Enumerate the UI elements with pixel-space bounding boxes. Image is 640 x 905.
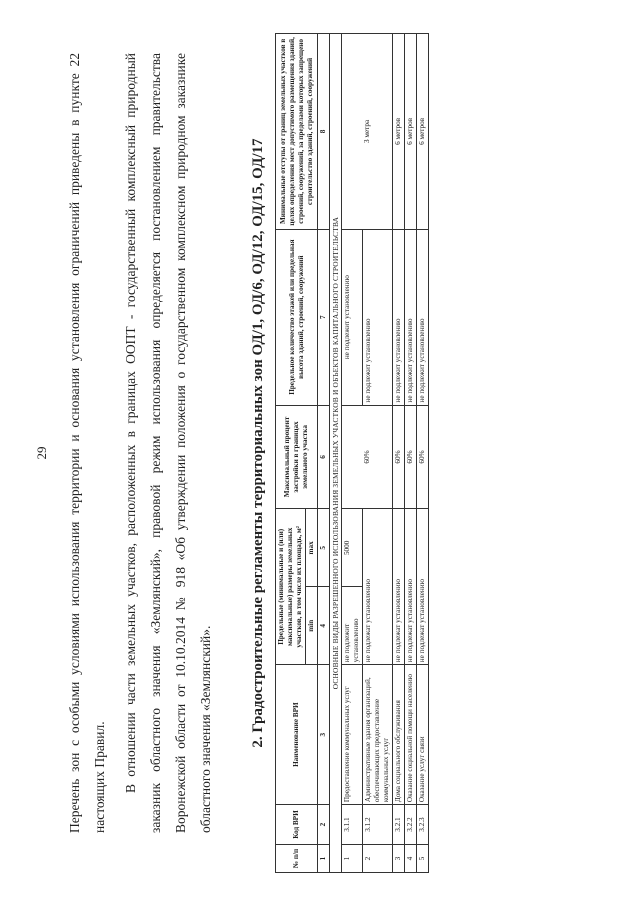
header-min: min xyxy=(306,586,318,664)
header-size: Предельные (минимальные и (или) максимальные) размеры земельных участков, в том числе их площадь, м² xyxy=(276,508,306,664)
table-row xyxy=(342,33,363,872)
row-number: 1 xyxy=(342,844,363,872)
row-size: не подлежат установлению xyxy=(393,508,405,664)
regulations-table xyxy=(275,33,429,873)
header-row xyxy=(276,33,306,872)
row-percent: 60% xyxy=(417,405,429,509)
page-number: 29 xyxy=(34,446,49,459)
table-row xyxy=(393,33,405,872)
col-number: 1 xyxy=(318,844,330,872)
row-number: 5 xyxy=(417,844,429,872)
row-floors: не подлежит установлению xyxy=(417,229,429,405)
col-number: 7 xyxy=(318,229,330,405)
row-code: 3.2.1 xyxy=(393,804,405,844)
row-number: 4 xyxy=(405,844,417,872)
header-num: № п/п xyxy=(276,844,318,872)
row-code: 3.1.1 xyxy=(342,804,363,844)
paragraph-2: В отношении части земельных участков, расположенных в границах ООПТ - государственный комплексный природный заказник областного значения «Землянский», правовой режим использования определяется постановлением правительства Воронежской области от 10.10.2014 № 918 «Об утверждении положения о государственном комплексном природном заказнике областного значения «Землянский». xyxy=(123,52,213,833)
column-number-row xyxy=(318,33,330,872)
section-title: 2. Градостроительные регламенты территориальных зон ОД/1, ОД/6, ОД/12, ОД/15, ОД/17 xyxy=(250,137,266,748)
col-number: 8 xyxy=(318,33,330,229)
rotated-document-page xyxy=(20,13,620,893)
col-number: 6 xyxy=(318,405,330,509)
row-size: не подлежат установлению xyxy=(363,508,393,664)
table-row xyxy=(405,33,417,872)
header-max: max xyxy=(306,508,318,586)
row-percent: 60% xyxy=(405,405,417,509)
table-row xyxy=(417,33,429,872)
section-heading: ОСНОВНЫЕ ВИДЫ РАЗРЕШЕННОГО ИСПОЛЬЗОВАНИЯ ЗЕМЕЛЬНЫХ УЧАСТКОВ И ОБЪЕКТОВ КАПИТАЛЬНОГО СТРОИТЕЛЬСТВА xyxy=(330,33,342,872)
row-floors: не подлежит установлению xyxy=(342,229,363,405)
header-code: Код ВРИ xyxy=(276,804,318,844)
row-floors: не подлежит установлению xyxy=(393,229,405,405)
row-code: 3.2.3 xyxy=(417,804,429,844)
row-setback: 6 метров xyxy=(393,33,405,229)
col-number: 5 xyxy=(318,508,330,586)
row-percent: 60% xyxy=(342,405,393,509)
section-row xyxy=(330,33,342,872)
col-number: 2 xyxy=(318,804,330,844)
col-number: 4 xyxy=(318,586,330,664)
row-code: 3.1.2 xyxy=(363,804,393,844)
row-size: не подлежат установлению xyxy=(405,508,417,664)
row-floors: не подлежит установлению xyxy=(363,229,393,405)
header-floors: Предельное количество этажей или предельная высота зданий, строений, сооружений xyxy=(276,229,318,405)
row-number: 3 xyxy=(393,844,405,872)
row-name: Оказание социальной помощи населению xyxy=(405,664,417,804)
row-code: 3.2.2 xyxy=(405,804,417,844)
header-name: Наименование ВРИ xyxy=(276,664,318,804)
header-setbacks: Минимальные отступы от границ земельных участков в целях определения мест допустимого размещения зданий, строений, сооружений, за пределами которых запрещено строительство зданий, строений, сооружений xyxy=(276,33,318,229)
row-name: Предоставление коммунальных услуг xyxy=(342,664,363,804)
row-floors: не подлежит установлению xyxy=(405,229,417,405)
row-min: не подлежит установлению xyxy=(342,586,363,664)
row-percent: 60% xyxy=(393,405,405,509)
col-number: 3 xyxy=(318,664,330,804)
row-size: не подлежат установлению xyxy=(417,508,429,664)
row-setback: 3 метра xyxy=(342,33,393,229)
row-max: 5000 xyxy=(342,508,363,586)
row-number: 2 xyxy=(363,844,393,872)
row-name: Административные здания организаций, обеспечивающих предоставление коммунальных услуг xyxy=(363,664,393,804)
header-percent: Максимальный процент застройки в границах земельного участка xyxy=(276,405,318,509)
row-setback: 6 метров xyxy=(405,33,417,229)
paragraph-1: Перечень зон с особыми условиями использования территории и основания установления ограничений приведены в пункте 22 настоящих Правил. xyxy=(67,52,107,833)
row-setback: 6 метров xyxy=(417,33,429,229)
row-name: Оказание услуг связи xyxy=(417,664,429,804)
row-name: Дома социального обслуживания xyxy=(393,664,405,804)
